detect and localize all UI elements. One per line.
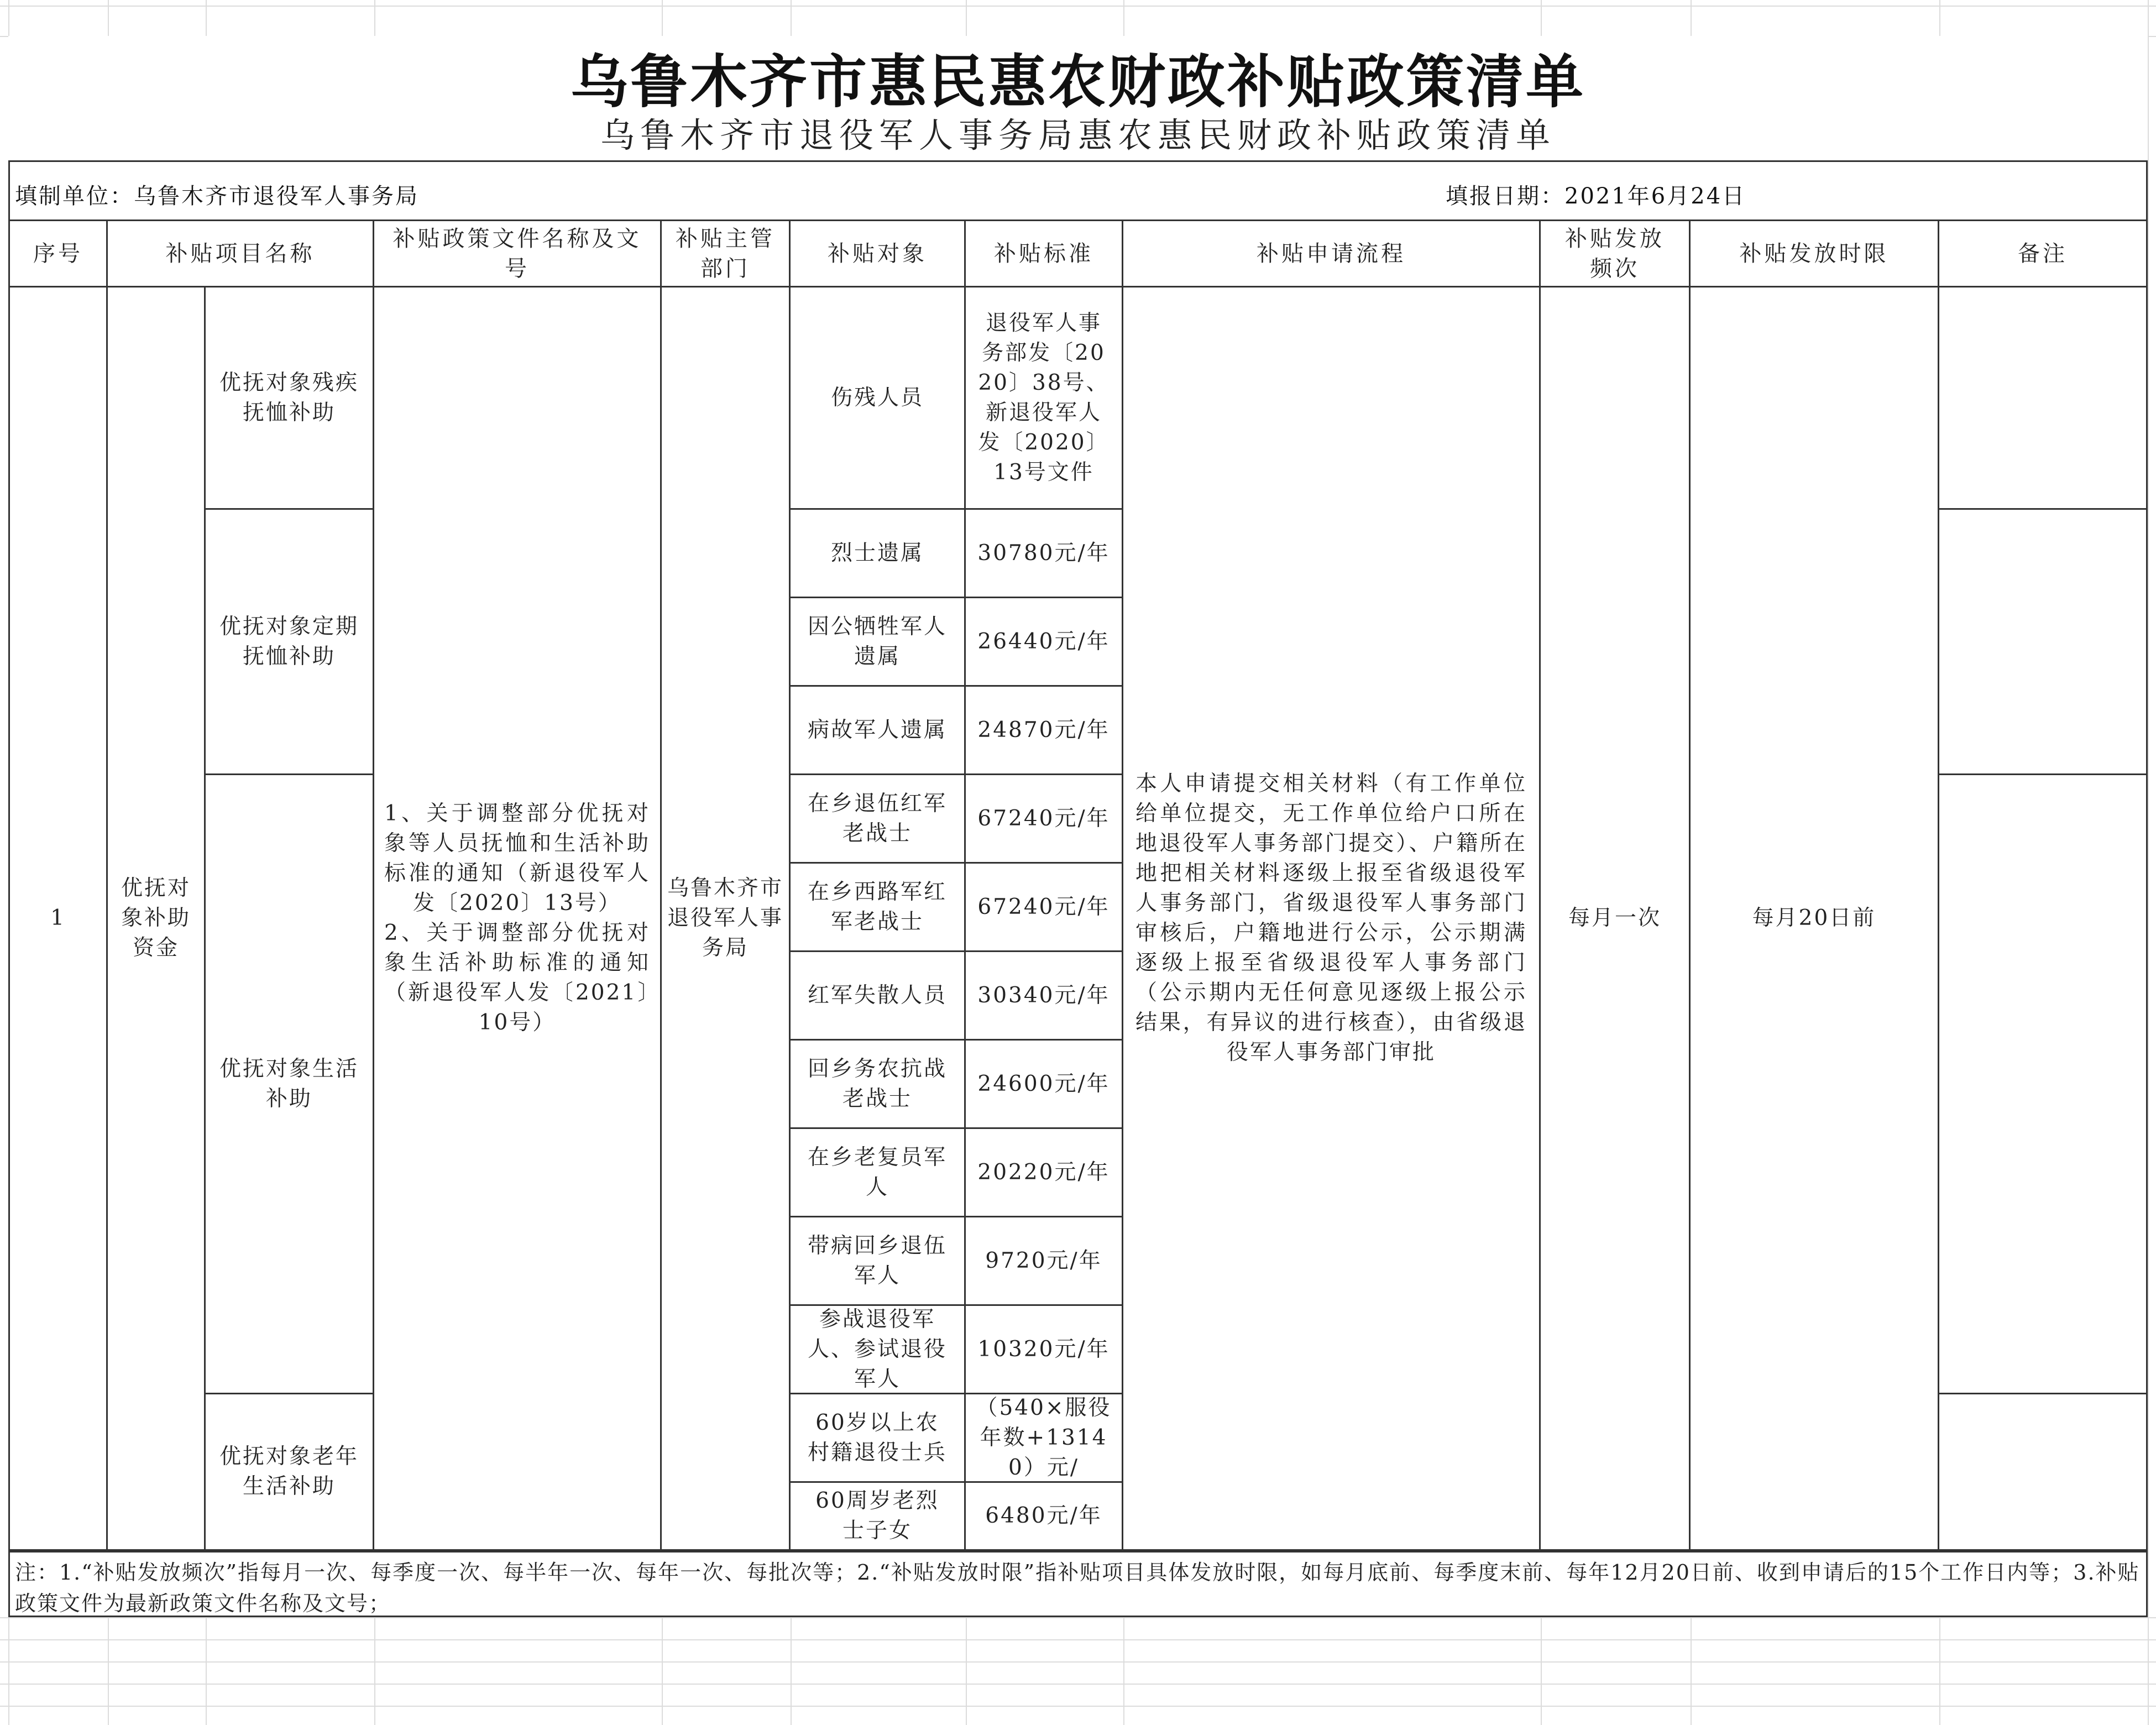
target-cell: 60岁以上农村籍退役士兵 xyxy=(791,1394,966,1483)
row-deadline: 每月20日前 xyxy=(1691,288,1939,1551)
target-cell: 因公牺牲军人遗属 xyxy=(791,598,966,687)
row-project: 优抚对象补助资金 xyxy=(108,288,206,1551)
target-cell: 参战退役军人、参试退役军人 xyxy=(791,1306,966,1394)
target-cell: 伤残人员 xyxy=(791,288,966,510)
header-frequency: 补贴发放频次 xyxy=(1541,219,1691,288)
standard-cell: 20220元/年 xyxy=(966,1129,1123,1217)
header-dept: 补贴主管部门 xyxy=(662,219,791,288)
remark-cell xyxy=(1939,775,2148,1394)
standard-cell: 9720元/年 xyxy=(966,1217,1123,1306)
page-subtitle: 乌鲁木齐市退役军人事务局惠农惠民财政补贴政策清单 xyxy=(600,115,1556,155)
header-standard: 补贴标准 xyxy=(966,219,1123,288)
standard-cell: （540×服役年数+13140）元/ xyxy=(966,1394,1123,1483)
row-policy-docs: 1、关于调整部分优抚对象等人员抚恤和生活补助标准的通知（新退役军人发〔2020〕13号） 2、关于调整部分优抚对象生活补助标准的通知（新退役军人发〔2021〕10号） xyxy=(374,288,662,1551)
header-remark: 备注 xyxy=(1939,219,2148,288)
target-cell: 病故军人遗属 xyxy=(791,687,966,775)
title-block xyxy=(8,36,2148,160)
row-process: 本人申请提交相关材料（有工作单位给单位提交，无工作单位给户口所在地退役军人事务部门提交）、户籍所在地把相关材料逐级上报至省级退役军人事务部门，省级退役军人事务部门审核后，户籍地进行公示，公示期满逐级上报至省级退役军人事务部门（公示期内无任何意见逐级上报公示结果，有异议的进行核查），由省级退役军人事务部门审批 xyxy=(1123,288,1541,1551)
footnote: 注：1.“补贴发放频次”指每月一次、每季度一次、每半年一次、每年一次、每批次等；2.“补贴发放时限”指补贴项目具体发放时限，如每月底前、每季度末前、每年12月20日前、收到申请后的15个工作日内等；3.补贴政策文件为最新政策文件名称及文号； xyxy=(8,1551,2148,1617)
target-cell: 60周岁老烈士子女 xyxy=(791,1483,966,1551)
remark-cell xyxy=(1939,510,2148,775)
target-cell: 在乡老复员军人 xyxy=(791,1129,966,1217)
standard-cell: 6480元/年 xyxy=(966,1483,1123,1551)
header-process: 补贴申请流程 xyxy=(1123,219,1541,288)
target-cell: 红军失散人员 xyxy=(791,952,966,1041)
target-cell: 回乡务农抗战老战士 xyxy=(791,1041,966,1129)
header-seq: 序号 xyxy=(8,219,108,288)
header-target: 补贴对象 xyxy=(791,219,966,288)
header-doc: 补贴政策文件名称及文号 xyxy=(374,219,662,288)
standard-cell: 26440元/年 xyxy=(966,598,1123,687)
target-cell: 带病回乡退伍军人 xyxy=(791,1217,966,1306)
fill-date: 填报日期：2021年6月24日 xyxy=(1446,184,1746,209)
subitem-elderly: 优抚对象老年生活补助 xyxy=(206,1394,374,1551)
standard-cell: 24600元/年 xyxy=(966,1041,1123,1129)
subitem-living: 优抚对象生活补助 xyxy=(206,775,374,1394)
standard-cell: 退役军人事务部发〔2020〕38号、新退役军人发〔2020〕13号文件 xyxy=(966,288,1123,510)
header-item: 补贴项目名称 xyxy=(108,219,374,288)
subitem-regular: 优抚对象定期抚恤补助 xyxy=(206,510,374,775)
standard-cell: 67240元/年 xyxy=(966,775,1123,864)
row-department: 乌鲁木齐市退役军人事务局 xyxy=(662,288,791,1551)
row-frequency: 每月一次 xyxy=(1541,288,1691,1551)
standard-cell: 10320元/年 xyxy=(966,1306,1123,1394)
header-deadline: 补贴发放时限 xyxy=(1691,219,1939,288)
standard-cell: 30780元/年 xyxy=(966,510,1123,598)
page-title: 乌鲁木齐市惠民惠农财政补贴政策清单 xyxy=(570,48,1585,116)
target-cell: 在乡退伍红军老战士 xyxy=(791,775,966,864)
target-cell: 烈士遗属 xyxy=(791,510,966,598)
standard-cell: 67240元/年 xyxy=(966,864,1123,952)
row-seq: 1 xyxy=(8,288,108,1551)
fill-unit: 填制单位：乌鲁木齐市退役军人事务局 xyxy=(15,184,419,209)
subitem-disability: 优抚对象残疾抚恤补助 xyxy=(206,288,374,510)
info-row xyxy=(8,160,2148,219)
remark-cell xyxy=(1939,1394,2148,1551)
standard-cell: 30340元/年 xyxy=(966,952,1123,1041)
standard-cell: 24870元/年 xyxy=(966,687,1123,775)
remark-cell xyxy=(1939,288,2148,510)
target-cell: 在乡西路军红军老战士 xyxy=(791,864,966,952)
